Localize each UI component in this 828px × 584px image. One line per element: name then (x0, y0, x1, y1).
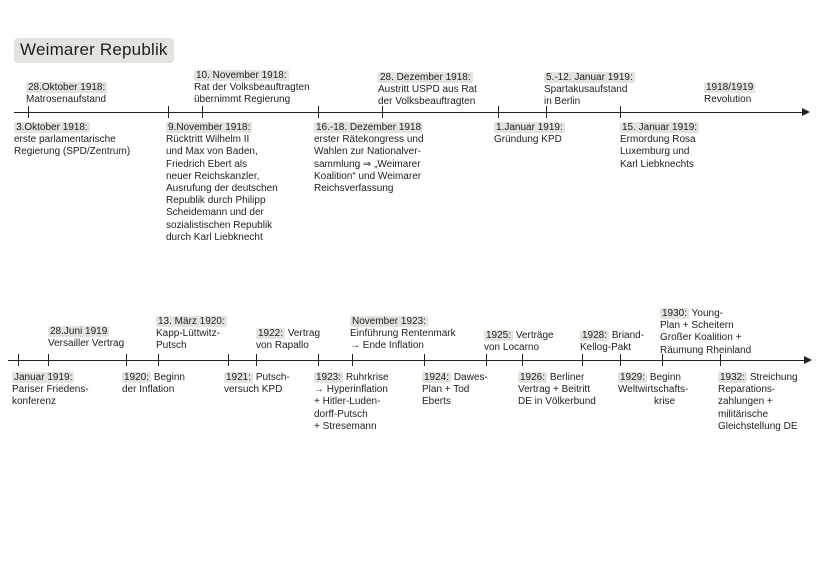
event-date: 1932: (720, 372, 746, 383)
timeline2-tick (486, 354, 487, 366)
timeline2-tick (126, 354, 127, 366)
timeline2-above-event (484, 330, 554, 354)
timeline2-below-event (224, 372, 290, 396)
timeline2-tick (522, 354, 523, 366)
event-text: → Hyperinflation (314, 384, 388, 396)
event-text: Kapp-Lüttwitz- (156, 328, 220, 340)
event-text: Gleichstellung DE (718, 420, 798, 432)
event-date: 1921: (226, 372, 252, 383)
event-text: Pariser Friedens- (12, 384, 89, 396)
timeline1-tick (202, 106, 203, 118)
timeline2-tick (352, 354, 353, 366)
event-text: und Max von Baden, (166, 146, 258, 158)
event-text: der Volksbeauftragten (378, 96, 476, 108)
event-date: 1920: (124, 372, 150, 383)
event-text: Wahlen zur Nationalver- (314, 146, 421, 158)
event-text: krise (654, 396, 676, 408)
event-date: 5.-12. Januar 1919: (546, 72, 633, 83)
event-date: 1929: (620, 372, 646, 383)
event-text: → Ende Inflation (350, 340, 424, 352)
page-title: Weimarer Republik (14, 38, 174, 63)
event-date: 1922: (258, 328, 284, 339)
event-text: neuer Reichskanzler, (166, 170, 260, 182)
event-text: zahlungen + (718, 396, 773, 408)
event-text: Karl Liebknechts (620, 158, 694, 170)
timeline2-tick (48, 354, 49, 366)
event-text: versuch KPD (224, 384, 283, 396)
event-text: Regierung (SPD/Zentrum) (14, 146, 131, 158)
event-date: 1923: (316, 372, 342, 383)
event-date: 1918/1919 (706, 82, 754, 93)
event-text: Rücktritt Wilhelm II (166, 134, 250, 146)
event-text: Räumung Rheinland (660, 344, 752, 356)
event-text: Austritt USPD aus Rat (378, 84, 477, 96)
event-text: Koalition“ und Weimarer (314, 170, 422, 182)
event-date: November 1923: (352, 316, 426, 327)
timeline2-above-event (350, 316, 456, 353)
event-text: + Hitler-Luden- (314, 396, 381, 408)
timeline2-tick (158, 354, 159, 366)
event-text: erster Rätekongress und (314, 134, 424, 146)
event-date: 10. November 1918: (196, 70, 287, 81)
event-text: Spartakusaufstand (544, 84, 628, 96)
timeline-arrow-1 (802, 108, 810, 116)
event-text: Dawes- (453, 372, 488, 383)
event-text: Putsch- (255, 372, 290, 383)
timeline2-below-event (12, 372, 89, 409)
timeline1-below-event (314, 122, 424, 195)
event-text: Versailler Vertrag (48, 338, 125, 350)
event-date: 28. Dezember 1918: (380, 72, 471, 83)
event-text: Gründung KPD (494, 134, 562, 146)
timeline1-tick (318, 106, 319, 118)
event-text: der Inflation (122, 384, 175, 396)
event-date: 1930: (662, 308, 688, 319)
event-date: Januar 1919: (14, 372, 73, 383)
event-text: Putsch (156, 340, 187, 352)
timeline2-tick (18, 354, 19, 366)
timeline2-tick (424, 354, 425, 366)
event-text: durch Karl Liebknecht (166, 231, 263, 243)
timeline1-above-event (544, 72, 635, 109)
event-text: Beginn (649, 372, 681, 383)
event-text: + Stresemann (314, 420, 377, 432)
event-text: Weltwirtschafts- (618, 384, 689, 396)
timeline1-tick (498, 106, 499, 118)
timeline1-below-event (494, 122, 565, 146)
timeline2-above-event (156, 316, 227, 353)
event-date: 1926: (520, 372, 546, 383)
event-text: DE in Völkerbund (518, 396, 596, 408)
timeline2-above-event (48, 326, 124, 350)
event-text: Friedrich Ebert als (166, 158, 248, 170)
timeline1-above-event (26, 82, 107, 106)
event-text: Einführung Rentenmark (350, 328, 456, 340)
event-text: Matrosenaufstand (26, 94, 107, 106)
event-text: Vertrag (287, 328, 321, 339)
event-date: 15. Januar 1919: (622, 122, 698, 133)
event-text: Plan + Tod (422, 384, 470, 396)
timeline2-below-event (518, 372, 596, 409)
event-date: 9.November 1918: (168, 122, 251, 133)
timeline2-tick (228, 354, 229, 366)
event-text: Reparations- (718, 384, 776, 396)
event-date: 16.-18. Dezember 1918 (316, 122, 422, 133)
timeline2-above-event (660, 308, 751, 357)
event-text: erste parlamentarische (14, 134, 116, 146)
event-text: Streichung (749, 372, 798, 383)
timeline2-below-event (314, 372, 389, 433)
event-date: 1.Januar 1919: (496, 122, 563, 133)
event-text: Berliner (549, 372, 585, 383)
event-text: dorff-Putsch (314, 408, 368, 420)
event-text: Eberts (422, 396, 451, 408)
event-text: Young- (691, 308, 723, 319)
timeline-arrow-2 (804, 356, 812, 364)
event-text: Vertrag + Beitritt (518, 384, 590, 396)
event-text: Verträge (515, 330, 554, 341)
event-date: 1925: (486, 330, 512, 341)
event-text: Ruhrkrise (345, 372, 389, 383)
event-text: Plan + Scheitern (660, 320, 734, 332)
timeline-axis-2 (8, 360, 806, 361)
event-text: sammlung ⇒ „Weimarer (314, 158, 421, 170)
event-text: von Rapallo (256, 340, 309, 352)
event-date: 3.Oktober 1918: (16, 122, 88, 133)
event-text: sozialistischen Republik (166, 219, 273, 231)
event-text: Rat der Volksbeauftragten (194, 82, 310, 94)
timeline2-below-event (122, 372, 185, 396)
timeline2-below-event (422, 372, 488, 409)
event-text: Scheidemann und der (166, 207, 264, 219)
event-date: 28.Oktober 1918: (28, 82, 106, 93)
timeline1-tick (28, 106, 29, 118)
timeline1-above-event (194, 70, 310, 107)
timeline2-below-event (618, 372, 688, 409)
event-text: Beginn (153, 372, 185, 383)
timeline2-below-event (718, 372, 798, 433)
timeline1-below-event (620, 122, 699, 171)
event-date: 13. März 1920: (158, 316, 225, 327)
event-text: Ausrufung der deutschen (166, 183, 278, 195)
event-text: Revolution (704, 94, 752, 106)
timeline1-below-event (166, 122, 278, 244)
timeline2-above-event (256, 328, 320, 352)
event-text: Großer Koalition + (660, 332, 742, 344)
event-date: 28.Juni 1919 (50, 326, 108, 337)
timeline2-tick (318, 354, 319, 366)
event-text: militärische (718, 408, 769, 420)
timeline-axis-1 (14, 112, 804, 113)
event-text: Briand- (611, 330, 645, 341)
event-text: konferenz (12, 396, 56, 408)
timeline1-above-event (704, 82, 755, 106)
timeline2-tick (582, 354, 583, 366)
timeline1-tick (168, 106, 169, 118)
event-text: in Berlin (544, 96, 581, 108)
timeline1-below-event (14, 122, 130, 159)
timeline2-above-event (580, 330, 644, 354)
event-text: übernimmt Regierung (194, 94, 291, 106)
event-text: Reichsverfassung (314, 183, 394, 195)
event-text: von Locarno (484, 342, 540, 354)
timeline2-tick (256, 354, 257, 366)
event-text: Kellog-Pakt (580, 342, 632, 354)
timeline1-above-event (378, 72, 477, 109)
event-text: Luxemburg und (620, 146, 690, 158)
event-date: 1928: (582, 330, 608, 341)
event-text: Republik durch Philipp (166, 195, 266, 207)
timeline2-tick (620, 354, 621, 366)
event-text: Ermordung Rosa (620, 134, 696, 146)
event-date: 1924: (424, 372, 450, 383)
